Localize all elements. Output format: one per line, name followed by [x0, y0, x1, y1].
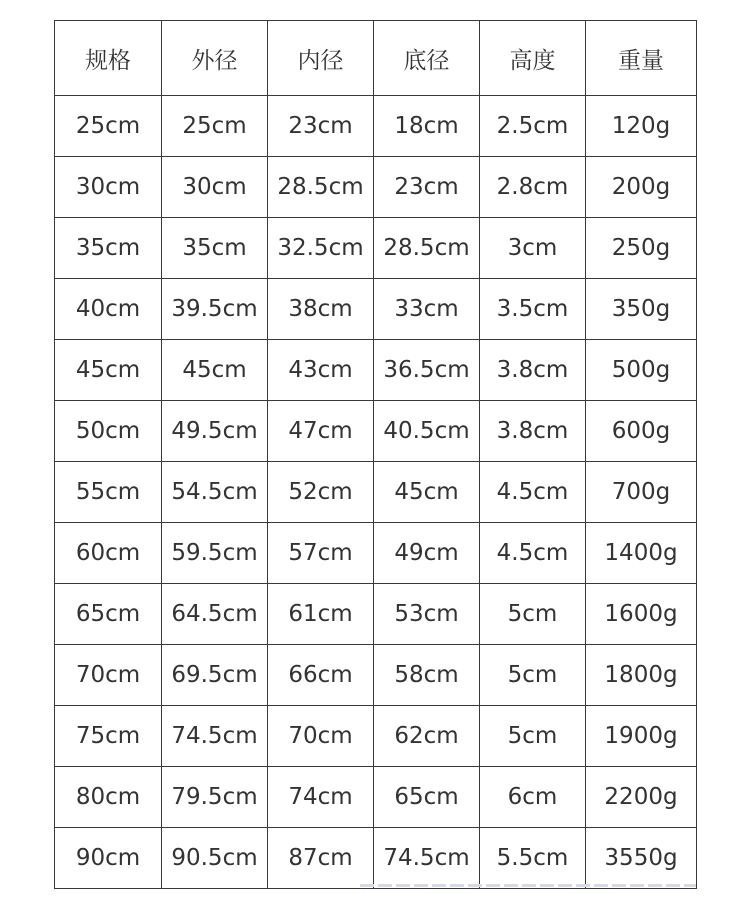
cell-outer-diameter: 25cm — [162, 96, 268, 157]
table-row — [55, 523, 697, 584]
cell-height: 3.8cm — [480, 401, 586, 462]
cell-height: 4.5cm — [480, 523, 586, 584]
bottom-edge-artifact — [360, 884, 696, 887]
header-cell-inner-diameter: 内径 — [268, 21, 374, 96]
cell-base-diameter: 23cm — [374, 157, 480, 218]
cell-spec: 90cm — [55, 828, 162, 889]
cell-weight: 250g — [586, 218, 697, 279]
spec-table — [54, 20, 697, 889]
spec-table-body — [55, 96, 697, 889]
cell-outer-diameter: 45cm — [162, 340, 268, 401]
cell-spec: 70cm — [55, 645, 162, 706]
header-cell-spec: 规格 — [55, 21, 162, 96]
table-row — [55, 401, 697, 462]
table-row — [55, 584, 697, 645]
cell-weight: 1400g — [586, 523, 697, 584]
cell-base-diameter: 58cm — [374, 645, 480, 706]
cell-inner-diameter: 23cm — [268, 96, 374, 157]
cell-spec: 25cm — [55, 96, 162, 157]
cell-spec: 65cm — [55, 584, 162, 645]
cell-spec: 75cm — [55, 706, 162, 767]
cell-inner-diameter: 74cm — [268, 767, 374, 828]
cell-base-diameter: 45cm — [374, 462, 480, 523]
cell-outer-diameter: 49.5cm — [162, 401, 268, 462]
cell-base-diameter: 65cm — [374, 767, 480, 828]
cell-weight: 200g — [586, 157, 697, 218]
cell-height: 4.5cm — [480, 462, 586, 523]
cell-weight: 600g — [586, 401, 697, 462]
cell-weight: 1800g — [586, 645, 697, 706]
cell-spec: 55cm — [55, 462, 162, 523]
cell-spec: 60cm — [55, 523, 162, 584]
cell-height: 2.8cm — [480, 157, 586, 218]
cell-outer-diameter: 54.5cm — [162, 462, 268, 523]
cell-height: 5cm — [480, 706, 586, 767]
cell-outer-diameter: 90.5cm — [162, 828, 268, 889]
cell-spec: 40cm — [55, 279, 162, 340]
cell-inner-diameter: 38cm — [268, 279, 374, 340]
cell-base-diameter: 49cm — [374, 523, 480, 584]
cell-weight: 120g — [586, 96, 697, 157]
cell-inner-diameter: 87cm — [268, 828, 374, 889]
cell-outer-diameter: 59.5cm — [162, 523, 268, 584]
table-row — [55, 96, 697, 157]
cell-inner-diameter: 61cm — [268, 584, 374, 645]
cell-height: 3.8cm — [480, 340, 586, 401]
cell-base-diameter: 62cm — [374, 706, 480, 767]
table-row — [55, 828, 697, 889]
header-cell-weight: 重量 — [586, 21, 697, 96]
cell-outer-diameter: 39.5cm — [162, 279, 268, 340]
spec-table-header — [55, 21, 697, 96]
table-row — [55, 462, 697, 523]
cell-weight: 2200g — [586, 767, 697, 828]
cell-outer-diameter: 35cm — [162, 218, 268, 279]
cell-outer-diameter: 69.5cm — [162, 645, 268, 706]
cell-inner-diameter: 66cm — [268, 645, 374, 706]
cell-height: 5.5cm — [480, 828, 586, 889]
table-row — [55, 706, 697, 767]
cell-inner-diameter: 47cm — [268, 401, 374, 462]
cell-spec: 30cm — [55, 157, 162, 218]
cell-spec: 50cm — [55, 401, 162, 462]
cell-base-diameter: 74.5cm — [374, 828, 480, 889]
cell-inner-diameter: 32.5cm — [268, 218, 374, 279]
cell-inner-diameter: 28.5cm — [268, 157, 374, 218]
cell-base-diameter: 28.5cm — [374, 218, 480, 279]
header-cell-base-diameter: 底径 — [374, 21, 480, 96]
cell-weight: 500g — [586, 340, 697, 401]
cell-inner-diameter: 52cm — [268, 462, 374, 523]
cell-height: 3.5cm — [480, 279, 586, 340]
cell-height: 5cm — [480, 584, 586, 645]
cell-spec: 35cm — [55, 218, 162, 279]
cell-outer-diameter: 64.5cm — [162, 584, 268, 645]
cell-base-diameter: 40.5cm — [374, 401, 480, 462]
cell-height: 6cm — [480, 767, 586, 828]
header-cell-outer-diameter: 外径 — [162, 21, 268, 96]
table-row — [55, 767, 697, 828]
table-row — [55, 218, 697, 279]
cell-spec: 80cm — [55, 767, 162, 828]
cell-weight: 1900g — [586, 706, 697, 767]
table-row — [55, 157, 697, 218]
cell-inner-diameter: 70cm — [268, 706, 374, 767]
cell-weight: 700g — [586, 462, 697, 523]
table-row — [55, 645, 697, 706]
cell-inner-diameter: 57cm — [268, 523, 374, 584]
cell-weight: 3550g — [586, 828, 697, 889]
cell-outer-diameter: 74.5cm — [162, 706, 268, 767]
header-row — [55, 21, 697, 96]
cell-height: 3cm — [480, 218, 586, 279]
cell-outer-diameter: 30cm — [162, 157, 268, 218]
cell-base-diameter: 18cm — [374, 96, 480, 157]
cell-height: 2.5cm — [480, 96, 586, 157]
cell-inner-diameter: 43cm — [268, 340, 374, 401]
cell-base-diameter: 33cm — [374, 279, 480, 340]
table-row — [55, 340, 697, 401]
header-cell-height: 高度 — [480, 21, 586, 96]
cell-spec: 45cm — [55, 340, 162, 401]
cell-outer-diameter: 79.5cm — [162, 767, 268, 828]
cell-weight: 350g — [586, 279, 697, 340]
cell-base-diameter: 53cm — [374, 584, 480, 645]
cell-height: 5cm — [480, 645, 586, 706]
cell-base-diameter: 36.5cm — [374, 340, 480, 401]
table-row — [55, 279, 697, 340]
cell-weight: 1600g — [586, 584, 697, 645]
